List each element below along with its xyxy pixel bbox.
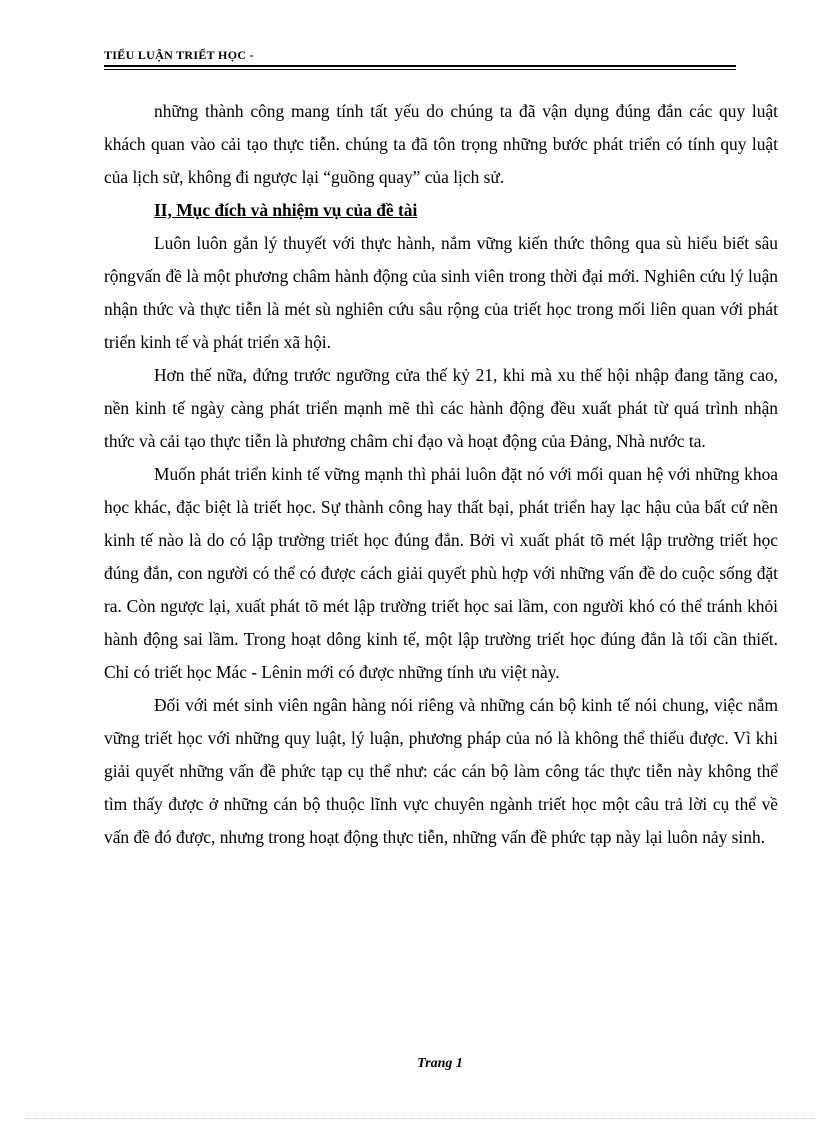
page-number: Trang 1 [417,1056,463,1071]
paragraph-2: Luôn luôn gắn lý thuyết với thực hành, nắm vững kiến thức thông qua sù hiểu biết sâu rộngvấn đề là một phương châm hành động của sinh viên trong thời đại mới. Nghiên cứu lý luận nhận thức và thực tiễn là mét sù nghiên cứu sâu rộng của triết học trong mối liên quan với phát triển kinh tế và phát triển xã hội. [104,233,778,352]
document-body [104,95,778,854]
section-heading: II, Mục đích và nhiệm vụ của đề tài [154,200,418,220]
header-rule-thick [104,65,736,67]
header-title: TIỂU LUẬN TRIẾT HỌC - [104,48,254,62]
page-footer [0,1056,816,1072]
paragraph-4: Muốn phát triển kinh tế vững mạnh thì phải luôn đặt nó với mối quan hệ với những khoa học khác, đặc biệt là triết học. Sự thành công hay thất bại, phát triển hay lạc hậu của bất cứ nền kinh tế nào là do có lập trường triết học đúng đắn. Bởi vì xuất phát tõ mét lập trường triết học đúng đắn, con người có thể có được cách giải quyết phù hợp với những vấn đề do cuộc sống đặt ra. Còn ngược lại, xuất phát tõ mét lập trường triết học sai lầm, con người khó có thể tránh khỏi hành động sai lầm. Trong hoạt dông kinh tế, một lập trường triết học đúng đắn là tối cần thiết. Chỉ có triết học Mác - Lênin mới có được những tính ưu việt này. [104,464,778,682]
paragraph-3: Hơn thế nữa, đứng trước ngưỡng cửa thế kỷ 21, khi mà xu thế hội nhập đang tăng cao, nền kinh tế ngày càng phát triển mạnh mẽ thì các hành động đều xuất phát từ quá trình nhận thức và cải tạo thực tiễn là phương châm chỉ đạo và hoạt động của Đảng, Nhà nước ta. [104,365,778,451]
page-header [104,48,736,70]
page-bottom-divider [25,1118,816,1119]
paragraph-5: Đối với mét sinh viên ngân hàng nói riêng và những cán bộ kinh tế nói chung, việc nắm vững triết học với những quy luật, lý luận, phương pháp của nó là không thể thiếu được. Vì khi giải quyết những vấn đề phức tạp cụ thể như: các cán bộ làm công tác thực tiễn này không thể tìm thấy được ở những cán bộ thuộc lĩnh vực chuyên ngành triết học một câu trả lời cụ thể về vấn đề đó được, nhưng trong hoạt động thực tiễn, những vấn đề phức tạp này lại luôn nảy sinh. [104,695,778,847]
paragraph-1: những thành công mang tính tất yếu do chúng ta đã vận dụng đúng đắn các quy luật khách quan vào cải tạo thực tiễn. chúng ta đã tôn trọng những bước phát triển có tính quy luật của lịch sử, không đi ngược lại “guồng quay” của lịch sử. [104,101,778,187]
header-rule-thin [104,69,736,70]
